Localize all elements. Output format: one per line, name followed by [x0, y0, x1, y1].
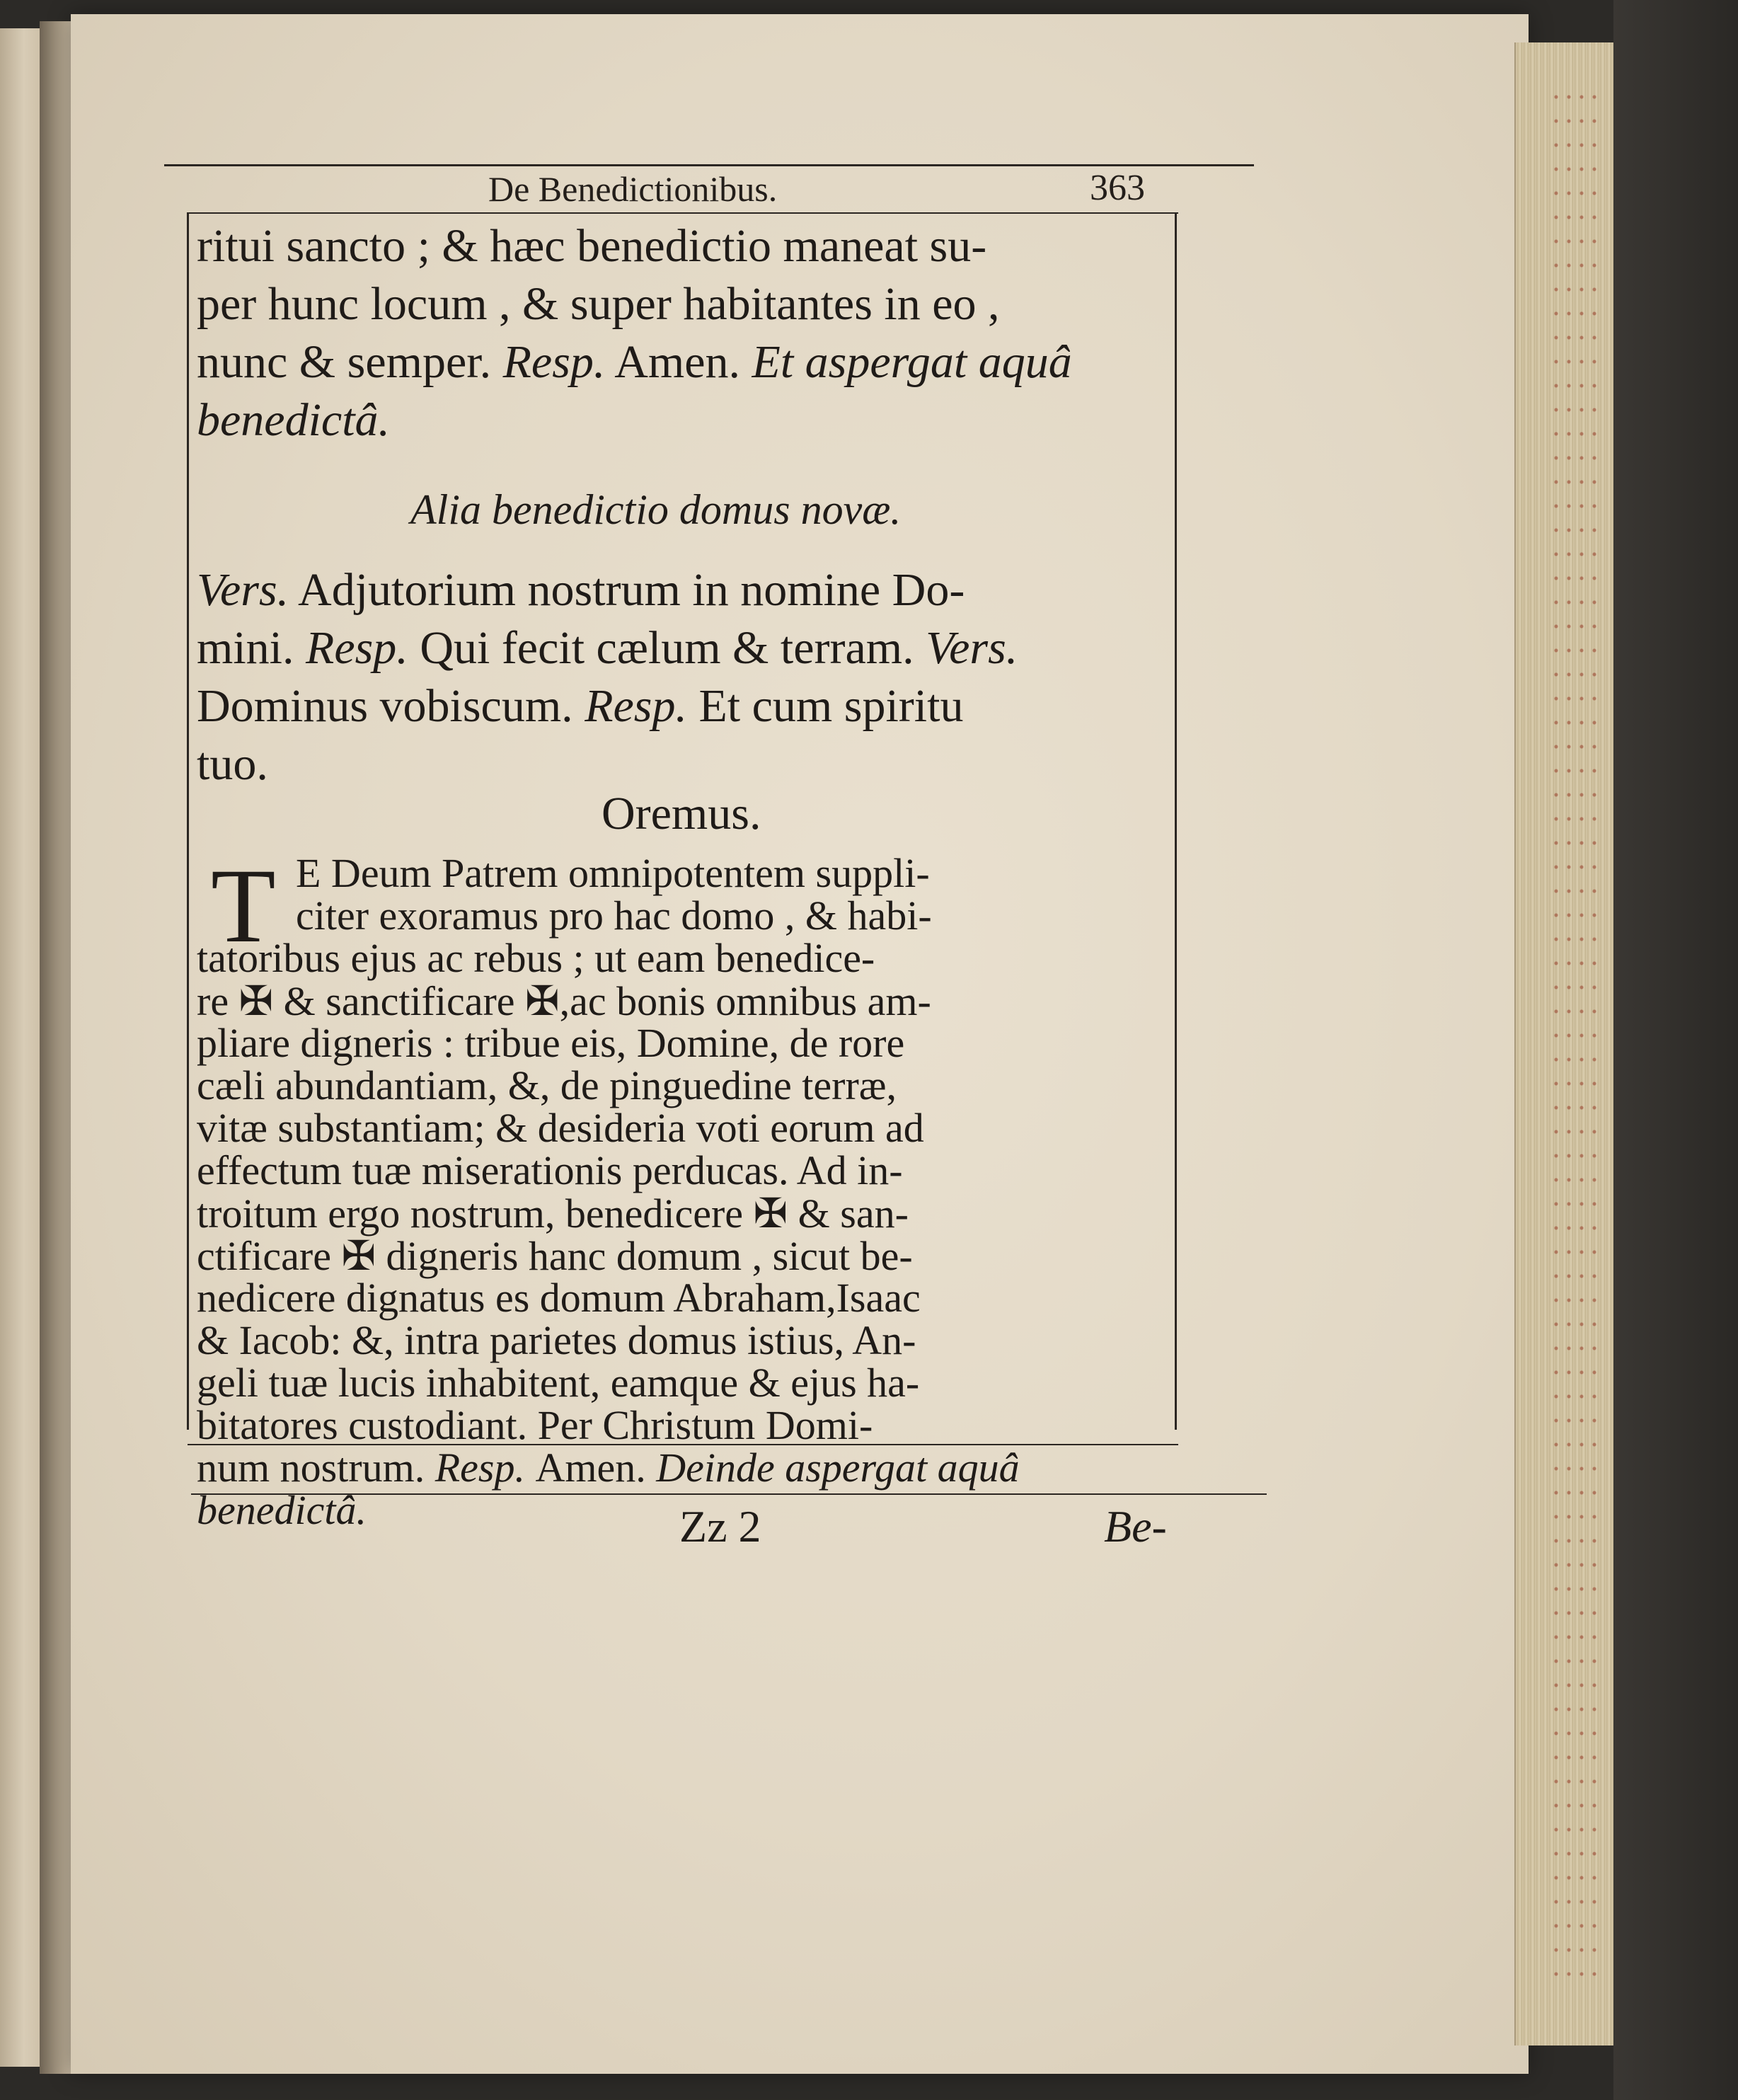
head-underline	[188, 212, 1178, 214]
catchword: Be-	[1104, 1501, 1167, 1551]
versicle-line	[197, 679, 963, 733]
versicle-label: Vers.	[926, 622, 1018, 674]
page-number: 363	[1090, 168, 1145, 208]
prayer-line: tatoribus ejus ac rebus ; ut eam benedice-	[197, 935, 875, 981]
prayer-line: citer exoramus pro hac domo , & habi-	[296, 893, 932, 939]
rubric-italic: Deinde aspergat aquâ	[656, 1445, 1020, 1491]
prayer-line: pliare digneris : tribue eis, Domine, de rore	[197, 1020, 905, 1066]
prayer-line: nedicere dignatus es domum Abraham,Isaac	[197, 1275, 921, 1321]
text-line	[197, 335, 1072, 389]
oremus-heading: Oremus.	[602, 788, 761, 839]
prayer-line: & Iacob: &, intra parietes domus istius, An-	[197, 1317, 916, 1363]
text-line: per hunc locum , & super habitantes in eo ,	[197, 278, 1000, 330]
prayer-line: troitum ergo nostrum, benedicere ✠ & san-	[197, 1190, 909, 1237]
prayer-line: ctificare ✠ digneris hanc domum , sicut be-	[197, 1233, 913, 1279]
section-heading: Alia benedictio domus novæ.	[410, 486, 902, 533]
running-head: De Benedictionibus.	[488, 169, 778, 209]
rubric-italic: Et aspergat aquâ	[752, 336, 1072, 388]
drop-cap: T	[211, 847, 276, 965]
signature-mark: Zz 2	[679, 1501, 761, 1551]
right-frame-rule	[1175, 212, 1177, 1430]
versicle-label: Vers.	[197, 564, 289, 616]
rubric-italic: benedictâ.	[197, 1487, 367, 1533]
prayer-line: cæli abundantiam, &, de pinguedine terræ,	[197, 1062, 897, 1108]
facing-page-edge	[0, 28, 40, 2067]
versicle-line	[197, 621, 1018, 675]
text-span: Et cum spiritu	[698, 680, 964, 732]
text-span: Adjutorium nostrum in nomine Do-	[298, 564, 965, 616]
versicle-line: tuo.	[197, 738, 268, 790]
text-line: ritui sancto ; & hæc benedictio maneat su-	[197, 220, 987, 272]
rubric-italic: benedictâ.	[197, 394, 391, 446]
top-rule	[164, 164, 1254, 166]
response-label: Resp.	[306, 622, 408, 674]
page-edge-speckle	[1550, 85, 1599, 1996]
text-span: nunc & semper.	[197, 336, 492, 388]
prayer-line: vitæ substantiam; & desideria voti eorum ad	[197, 1105, 924, 1151]
text-span: Amen.	[614, 336, 741, 388]
response-label: Resp.	[434, 1445, 536, 1491]
versicle-line	[197, 563, 965, 617]
text-span: num nostrum.	[197, 1445, 435, 1491]
text-span: Amen.	[535, 1445, 657, 1491]
prayer-line: geli tuæ lucis inhabitent, eamque & ejus ha-	[197, 1360, 920, 1406]
prayer-line: bitatores custodiant. Per Christum Domi-	[197, 1402, 873, 1448]
prayer-line	[197, 1444, 1020, 1491]
prayer-line: re ✠ & sanctificare ✠,ac bonis omnibus am-	[197, 978, 931, 1024]
prayer-line: E Deum Patrem omnipotentem suppli-	[296, 850, 930, 896]
text-span: mini.	[197, 622, 294, 674]
text-span: Qui fecit cælum & terram.	[420, 622, 914, 674]
text-span: Dominus vobiscum.	[197, 680, 573, 732]
book-cover	[1613, 0, 1738, 2100]
response-label: Resp.	[502, 336, 606, 388]
left-frame-rule	[187, 212, 189, 1430]
prayer-line: effectum tuæ miserationis perducas. Ad in-	[197, 1147, 903, 1193]
response-label: Resp.	[585, 680, 687, 732]
